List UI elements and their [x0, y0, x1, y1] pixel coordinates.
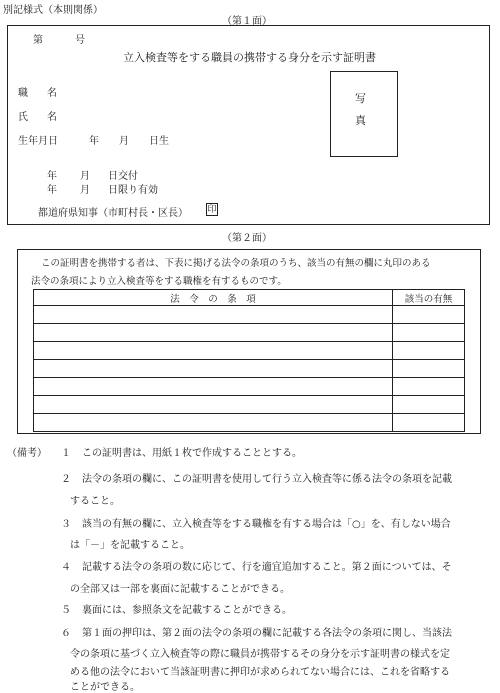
table-cell	[34, 342, 393, 360]
note-5-line-1: 裏面には、参照条文を記載することができる。	[82, 605, 292, 616]
issue-month: 月	[80, 171, 90, 182]
photo-box	[330, 71, 398, 157]
note-6-line-1: 第１面の押印は、第２面の法令の条項の欄に記載する各法令の条項に関し、当該法	[82, 628, 452, 639]
table-cell	[34, 324, 393, 342]
table-cell	[393, 414, 465, 432]
intro-line-2: 法令の条項により立入検査等をする職権を有するものです。	[31, 276, 287, 287]
table-row	[34, 378, 465, 396]
table-cell	[34, 306, 393, 324]
name-label-1: 氏	[18, 112, 28, 123]
note-4-number: ４	[61, 562, 71, 573]
table-cell	[393, 360, 465, 378]
name-label-2: 名	[47, 112, 57, 123]
table-cell	[34, 414, 393, 432]
note-1-number: １	[61, 448, 71, 459]
table-row	[34, 306, 465, 324]
note-4-line-2: の全部又は一部を裏面に記載することができる。	[70, 584, 290, 595]
notes-heading: （備考）	[7, 448, 47, 459]
position-label-1: 職	[18, 88, 28, 99]
birth-year: 年	[89, 136, 99, 147]
table-cell	[393, 378, 465, 396]
note-6-number: ６	[61, 628, 71, 639]
birth-month: 月	[119, 136, 129, 147]
col-law-provision: 法 令 の 条 項	[34, 290, 393, 306]
note-5-number: ５	[61, 605, 71, 616]
note-3-line-1: 該当の有無の欄に、立入検査等をする職権を有する場合は「○」を、有しない場合	[82, 519, 451, 530]
table-row	[34, 414, 465, 432]
note-4-line-1: 記載する法令の条項の数に応じて、行を適宜追加すること。第２面については、そ	[82, 562, 452, 573]
table-cell	[34, 396, 393, 414]
note-6-line-3: める他の法令において当該証明書に押印が求められてない場合には、これを省略する	[70, 667, 450, 678]
table-cell	[393, 342, 465, 360]
note-3-line-2: は「－」を記載すること。	[70, 540, 190, 551]
table-cell	[34, 378, 393, 396]
note-6-line-2: 令の条項に基づく立入検査等の際に職員が携帯するその身分を示す証明書の様式を定	[70, 649, 450, 660]
issue-date-text: 日交付	[108, 171, 138, 182]
table-row	[34, 342, 465, 360]
birthdate-label: 生年月日	[18, 136, 58, 147]
page1-label: （第１面）	[222, 16, 272, 27]
note-2-line-1: 法令の条項の欄に、この証明書を使用して行う立入検査等に係る法令の条項を記載	[82, 474, 452, 485]
page2-label: （第２面）	[222, 233, 272, 244]
note-1-line-1: この証明書は、用紙１枚で作成することとする。	[82, 448, 302, 459]
valid-month: 月	[80, 185, 90, 196]
position-label-2: 名	[47, 88, 57, 99]
note-3-number: ３	[61, 519, 71, 530]
issuer: 都道府県知事（市町村長・区長）	[38, 208, 188, 219]
cert-number-prefix: 第	[33, 35, 43, 46]
table-cell	[393, 396, 465, 414]
note-2-number: ２	[61, 474, 71, 485]
note-6-line-4: ことができる。	[70, 682, 140, 693]
law-provisions-table	[33, 289, 465, 432]
birth-day: 日生	[149, 136, 169, 147]
photo-label-2: 真	[355, 114, 366, 127]
photo-label-1: 写	[355, 92, 366, 105]
issue-year: 年	[47, 171, 57, 182]
table-header-row	[34, 290, 465, 306]
cert-number-suffix: 号	[75, 35, 85, 46]
valid-year: 年	[47, 185, 57, 196]
table-cell	[34, 360, 393, 378]
col-applicable: 該当の有無	[393, 290, 465, 306]
table-row	[34, 324, 465, 342]
certificate-title: 立入検査等をする職員の携帯する身分を示す証明書	[123, 51, 376, 64]
table-row	[34, 396, 465, 414]
valid-until-text: 日限り有効	[108, 185, 158, 196]
note-2-line-2: すること。	[70, 496, 120, 507]
table-row	[34, 360, 465, 378]
table-cell	[393, 324, 465, 342]
form-label: 別記様式（本則関係）	[3, 5, 103, 16]
table-cell	[393, 306, 465, 324]
intro-line-1: この証明書を携帯する者は、下表に掲げる法令の条項のうち、該当の有無の欄に丸印のある	[41, 258, 431, 269]
seal-mark: 印	[207, 205, 217, 215]
